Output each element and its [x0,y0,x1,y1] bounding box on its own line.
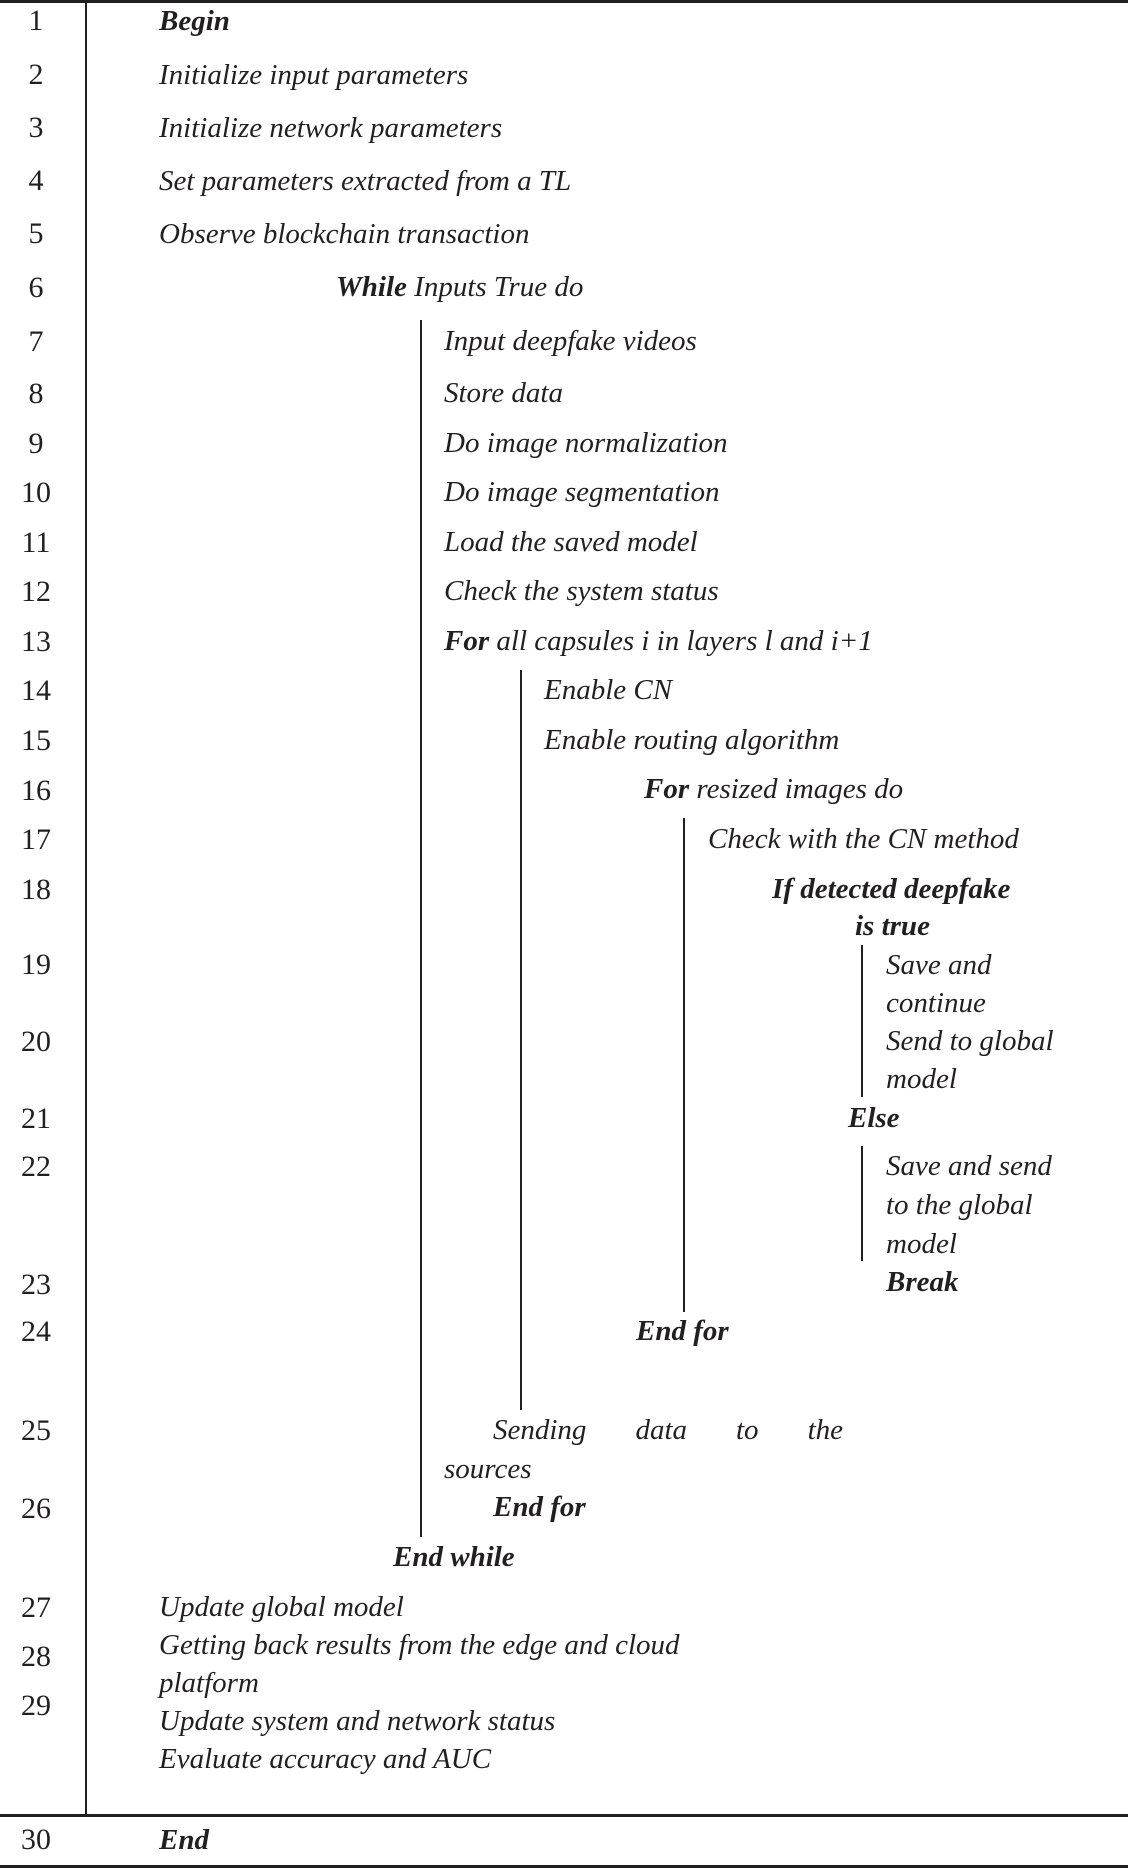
keyword: Begin [159,5,230,37]
line-number: 28 [21,1640,51,1673]
line-number: 24 [21,1315,51,1348]
section-divider [0,1814,1128,1817]
line-number: 11 [21,526,51,559]
statement: Load the saved model [444,526,698,558]
statement-end-for: End for [636,1315,729,1347]
word: to [736,1414,759,1446]
statement: model [886,1228,957,1260]
line-number: 17 [21,823,51,856]
line-number: 5 [28,217,44,250]
statement-text: resized images do [689,773,904,805]
statement: model [886,1063,957,1095]
line-number: 27 [21,1591,51,1624]
statement: Save and [886,949,992,981]
word: Sending [493,1414,587,1446]
statement: continue [886,987,986,1019]
word: the [807,1414,843,1446]
line-number: 30 [21,1823,51,1856]
statement: Observe blockchain transaction [159,218,530,250]
bottom-border [0,1865,1128,1868]
statement: platform [159,1667,259,1699]
line-number: 16 [21,774,51,807]
line-number: 20 [21,1025,51,1058]
statement-text: Inputs True do [406,271,584,303]
statement: Enable routing algorithm [544,724,840,756]
statement: Save and send [886,1150,1052,1182]
statement-end: End [159,1824,209,1856]
line-number: 29 [21,1689,51,1722]
for-block-guide [520,670,522,1410]
keyword: While [336,271,407,303]
line-number: 23 [21,1268,51,1301]
statement: Enable CN [544,674,673,706]
statement: Getting back results from the edge and cloud [159,1629,680,1661]
statement: Update system and network status [159,1705,556,1737]
statement-begin [159,3,230,39]
statement-sending [493,1412,843,1448]
line-number: 6 [28,271,44,304]
line-number: 18 [21,873,51,906]
keyword: For [644,773,690,805]
line-number: 9 [28,427,44,460]
line-number: 19 [21,948,51,981]
line-number: 21 [21,1102,51,1135]
else-block-guide [861,1146,863,1261]
statement: Do image segmentation [444,476,720,508]
line-number: 26 [21,1492,51,1525]
statement: Initialize network parameters [159,112,503,144]
line-number: 2 [28,58,44,91]
word: data [635,1414,687,1446]
statement: to the global [886,1189,1033,1221]
statement-if: If detected deepfake [772,873,1011,905]
statement-else: Else [848,1102,900,1134]
statement-if-cont: is true [855,910,930,942]
line-number: 10 [21,476,51,509]
line-number: 4 [28,164,44,197]
line-number: 15 [21,724,51,757]
line-number: 22 [21,1150,51,1183]
statement: Check with the CN method [708,823,1019,855]
statement: Do image normalization [444,427,728,459]
statement: Input deepfake videos [444,325,697,357]
keyword: For [444,625,490,657]
inner-for-block-guide [683,818,685,1312]
statement: Check the system status [444,575,719,607]
line-number: 8 [28,377,44,410]
statement: Initialize input parameters [159,59,469,91]
statement: Evaluate accuracy and AUC [159,1743,492,1775]
statement-break: Break [886,1266,959,1298]
statement-while [336,269,583,305]
line-number: 12 [21,575,51,608]
if-block-guide [861,945,863,1097]
line-number: 7 [28,325,44,358]
line-number: 13 [21,625,51,658]
line-number: 25 [21,1414,51,1447]
statement: Store data [444,377,563,409]
statement-end-for: End for [493,1491,586,1523]
statement: Update global model [159,1591,404,1623]
statement-for [644,771,903,807]
statement-text: all capsules i in layers l and i+1 [489,625,873,657]
line-number: 1 [28,4,44,37]
line-number-column-divider [85,0,87,1815]
statement: Send to global [886,1025,1054,1057]
statement-end-while: End while [393,1541,515,1573]
line-number: 3 [28,111,44,144]
statement-for [444,623,873,659]
statement: sources [444,1453,532,1485]
while-block-guide [420,320,422,1537]
line-number: 14 [21,674,51,707]
statement: Set parameters extracted from a TL [159,165,572,197]
